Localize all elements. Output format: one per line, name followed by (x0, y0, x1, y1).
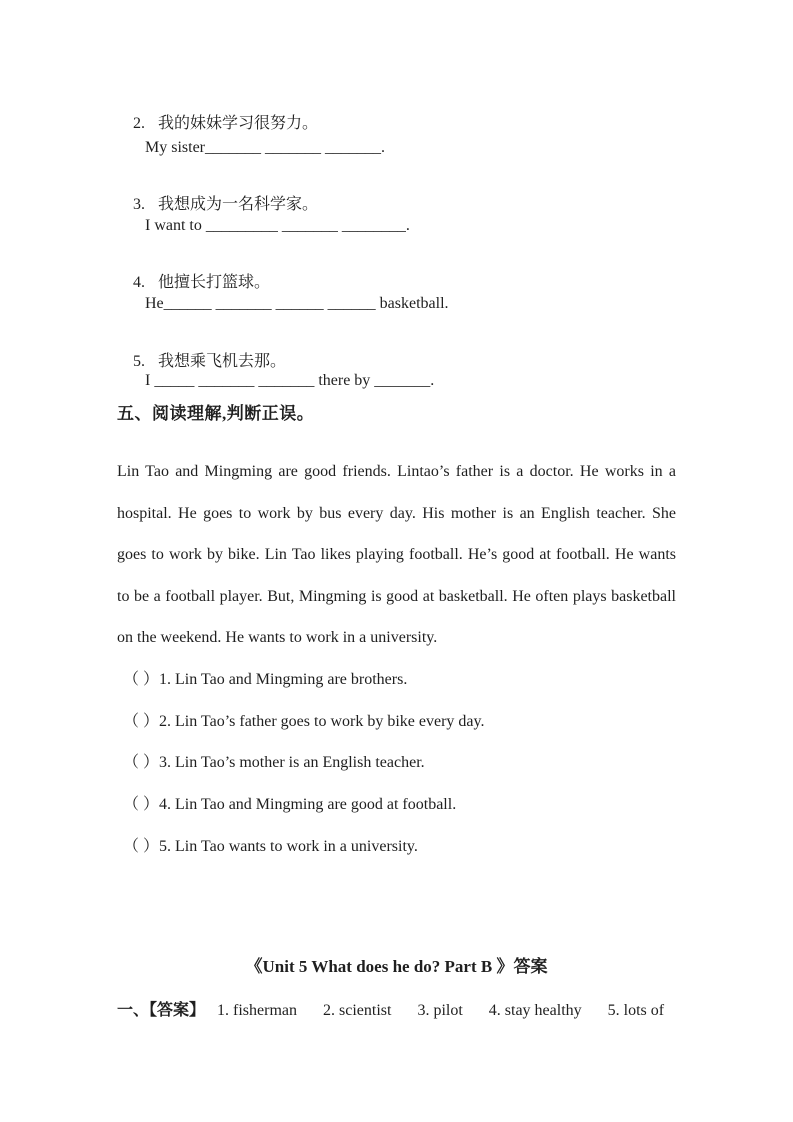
reading-question: （ ）5. Lin Tao wants to work in a university. (123, 838, 418, 855)
reading-question: （ ）1. Lin Tao and Mingming are brothers. (123, 671, 408, 688)
passage-line: goes to work by bike. Lin Tao likes playing football. He’s good at football. He wants (117, 546, 676, 563)
reading-question: （ ）3. Lin Tao’s mother is an English teacher. (123, 754, 425, 771)
translation-item-number: 3. (133, 196, 145, 213)
translation-item-number: 2. (133, 115, 145, 132)
section-heading: 五、阅读理解,判断正误。 (117, 404, 315, 423)
fill-blank-line: He______ _______ ______ ______ basketball. (145, 295, 449, 312)
fill-blank-line: I want to _________ _______ ________. (145, 217, 410, 234)
passage-line: on the weekend. He wants to work in a university. (117, 629, 438, 646)
translation-item-chinese: 我的妹妹学习很努力。 (158, 115, 319, 132)
answer-item: 5. lots of (607, 1002, 665, 1019)
answer-item: 2. scientist (323, 1002, 392, 1019)
reading-question: （ ）4. Lin Tao and Mingming are good at football. (123, 796, 457, 813)
reading-question: （ ）2. Lin Tao’s father goes to work by bike every day. (123, 713, 485, 730)
answer-item: 1. fisherman (217, 1002, 297, 1019)
translation-item-chinese: 他擅长打篮球。 (158, 274, 271, 291)
answer-item: 4. stay healthy (488, 1002, 582, 1019)
fill-blank-line: My sister_______ _______ _______. (145, 139, 385, 156)
passage-line: to be a football player. But, Mingming is good at basketball. He often plays basketball (117, 588, 676, 605)
answer-key-label: 一、【答案】 (117, 1002, 206, 1019)
translation-item-number: 5. (133, 353, 145, 370)
answer-key-title: 《Unit 5 What does he do? Part B 》答案 (245, 957, 548, 976)
translation-item-chinese: 我想乘飞机去那。 (158, 353, 287, 370)
answer-item: 3. pilot (417, 1002, 463, 1019)
answer-key-row (117, 1000, 664, 1022)
translation-item-chinese: 我想成为一名科学家。 (158, 196, 319, 213)
passage-line: Lin Tao and Mingming are good friends. Lintao’s father is a doctor. He works in a (117, 463, 676, 480)
translation-item-number: 4. (133, 274, 145, 291)
passage-line: hospital. He goes to work by bus every day. His mother is an English teacher. She (117, 505, 676, 522)
fill-blank-line: I _____ _______ _______ there by _______. (145, 372, 435, 389)
